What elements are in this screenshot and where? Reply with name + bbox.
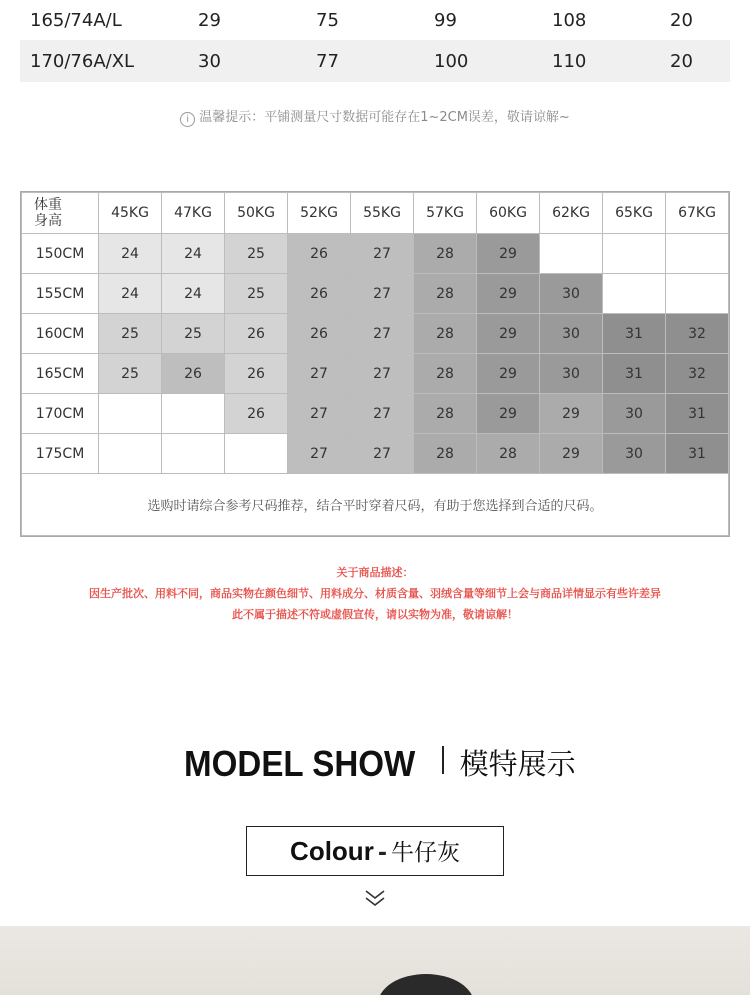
size-value: 29 xyxy=(198,9,221,31)
height-header: 175CM xyxy=(22,434,99,474)
grid-cell: 28 xyxy=(414,274,477,314)
grid-cell: 26 xyxy=(225,354,288,394)
grid-cell: 26 xyxy=(288,234,351,274)
grid-cell: 27 xyxy=(351,274,414,314)
divider xyxy=(442,746,444,774)
grid-cell: 30 xyxy=(603,394,666,434)
weight-header: 47KG xyxy=(162,193,225,234)
grid-cell: 31 xyxy=(603,354,666,394)
grid-cell: 29 xyxy=(477,394,540,434)
grid-cell: 27 xyxy=(288,354,351,394)
corner-weight-label: 体重 xyxy=(34,197,62,213)
grid-cell: 29 xyxy=(540,434,603,474)
grid-row xyxy=(22,274,729,314)
tip-text: 温馨提示：平铺测量尺寸数据可能存在1~2CM误差，敬请谅解~ xyxy=(199,110,570,125)
weight-header: 57KG xyxy=(414,193,477,234)
notice-title: 关于商品描述： xyxy=(336,566,414,579)
grid-cell xyxy=(99,434,162,474)
grid-corner xyxy=(22,193,99,234)
grid-cell: 29 xyxy=(477,354,540,394)
size-value: 99 xyxy=(434,9,457,31)
grid-cell: 29 xyxy=(477,314,540,354)
size-row xyxy=(20,40,730,82)
height-header: 155CM xyxy=(22,274,99,314)
size-table xyxy=(20,0,730,82)
grid-cell: 27 xyxy=(351,234,414,274)
weight-header: 62KG xyxy=(540,193,603,234)
grid-cell: 29 xyxy=(477,274,540,314)
grid-cell: 30 xyxy=(540,274,603,314)
size-value: 100 xyxy=(434,50,469,72)
grid-cell: 25 xyxy=(225,234,288,274)
weight-header: 67KG xyxy=(666,193,729,234)
colour-label: Colour xyxy=(290,836,374,866)
size-value: 108 xyxy=(552,9,587,31)
grid-cell: 27 xyxy=(288,434,351,474)
grid-cell: 31 xyxy=(666,434,729,474)
grid-cell xyxy=(603,274,666,314)
height-header: 170CM xyxy=(22,394,99,434)
weight-header: 52KG xyxy=(288,193,351,234)
grid-cell: 26 xyxy=(288,314,351,354)
grid-cell: 25 xyxy=(99,354,162,394)
grid-cell: 32 xyxy=(666,314,729,354)
grid-note-row xyxy=(22,474,729,536)
height-header: 160CM xyxy=(22,314,99,354)
grid-row xyxy=(22,434,729,474)
grid-cell xyxy=(162,394,225,434)
height-header: 165CM xyxy=(22,354,99,394)
grid-cell: 26 xyxy=(225,314,288,354)
size-value: 30 xyxy=(198,50,221,72)
grid-row xyxy=(22,394,729,434)
colour-dash: - xyxy=(377,841,387,866)
model-show-heading xyxy=(0,742,750,785)
grid-cell: 24 xyxy=(162,274,225,314)
grid-row xyxy=(22,354,729,394)
grid-cell: 27 xyxy=(351,394,414,434)
model-show-subtitle: 模特展示 xyxy=(459,747,576,781)
grid-cell xyxy=(540,234,603,274)
grid-cell: 26 xyxy=(225,394,288,434)
grid-cell xyxy=(603,234,666,274)
grid-cell: 28 xyxy=(414,434,477,474)
weight-header: 60KG xyxy=(477,193,540,234)
grid-cell: 28 xyxy=(414,394,477,434)
weight-header: 45KG xyxy=(99,193,162,234)
grid-cell xyxy=(666,234,729,274)
grid-header-row xyxy=(22,193,729,234)
grid-cell: 28 xyxy=(414,354,477,394)
grid-cell: 28 xyxy=(477,434,540,474)
size-value: 75 xyxy=(316,9,339,31)
info-icon: i xyxy=(180,112,195,127)
model-show-title: MODEL SHOW xyxy=(184,743,416,784)
measurement-tip xyxy=(0,106,750,127)
chevron-down-icon xyxy=(364,887,386,909)
corner-height-label: 身高 xyxy=(34,213,62,229)
weight-header: 50KG xyxy=(225,193,288,234)
model-photo xyxy=(0,926,750,995)
grid-cell: 27 xyxy=(288,394,351,434)
grid-note: 选购时请综合参考尺码推荐，结合平时穿着尺码，有助于您选择到合适的尺码。 xyxy=(22,474,729,536)
size-recommendation-grid xyxy=(20,191,730,537)
notice-line: 因生产批次、用料不同，商品实物在颜色细节、用料成分、材质含量、羽绒含量等细节上会与商品详情显示有些许差异 xyxy=(89,587,661,600)
grid-cell: 26 xyxy=(162,354,225,394)
size-value: 20 xyxy=(670,50,693,72)
grid-row xyxy=(22,314,729,354)
grid-cell xyxy=(99,394,162,434)
grid-cell: 31 xyxy=(666,394,729,434)
weight-header: 65KG xyxy=(603,193,666,234)
product-notice xyxy=(0,562,750,625)
height-header: 150CM xyxy=(22,234,99,274)
grid-cell: 27 xyxy=(351,314,414,354)
grid-cell: 30 xyxy=(603,434,666,474)
grid-cell: 31 xyxy=(603,314,666,354)
grid-cell: 29 xyxy=(540,394,603,434)
grid-cell: 24 xyxy=(99,274,162,314)
size-value: 77 xyxy=(316,50,339,72)
size-label: 165/74A/L xyxy=(30,9,122,31)
grid-cell: 24 xyxy=(99,234,162,274)
grid-cell: 25 xyxy=(99,314,162,354)
colour-name: 牛仔灰 xyxy=(390,840,460,866)
weight-header: 55KG xyxy=(351,193,414,234)
size-row xyxy=(20,0,730,40)
grid-cell: 29 xyxy=(477,234,540,274)
size-value: 20 xyxy=(670,9,693,31)
size-label: 170/76A/XL xyxy=(30,50,135,72)
grid-cell: 25 xyxy=(162,314,225,354)
grid-cell: 25 xyxy=(225,274,288,314)
grid-cell: 27 xyxy=(351,434,414,474)
grid-cell: 28 xyxy=(414,314,477,354)
grid-cell: 28 xyxy=(414,234,477,274)
grid-cell xyxy=(162,434,225,474)
grid-cell: 30 xyxy=(540,354,603,394)
notice-line: 此不属于描述不符或虚假宣传，请以实物为准，敬请谅解！ xyxy=(232,608,518,621)
model-hair xyxy=(378,974,474,995)
grid-cell xyxy=(225,434,288,474)
grid-cell: 27 xyxy=(351,354,414,394)
grid-cell: 30 xyxy=(540,314,603,354)
grid-cell xyxy=(666,274,729,314)
grid-cell: 26 xyxy=(288,274,351,314)
size-value: 110 xyxy=(552,50,587,72)
colour-label-box xyxy=(246,826,504,876)
grid-row xyxy=(22,234,729,274)
grid-cell: 24 xyxy=(162,234,225,274)
grid-cell: 32 xyxy=(666,354,729,394)
